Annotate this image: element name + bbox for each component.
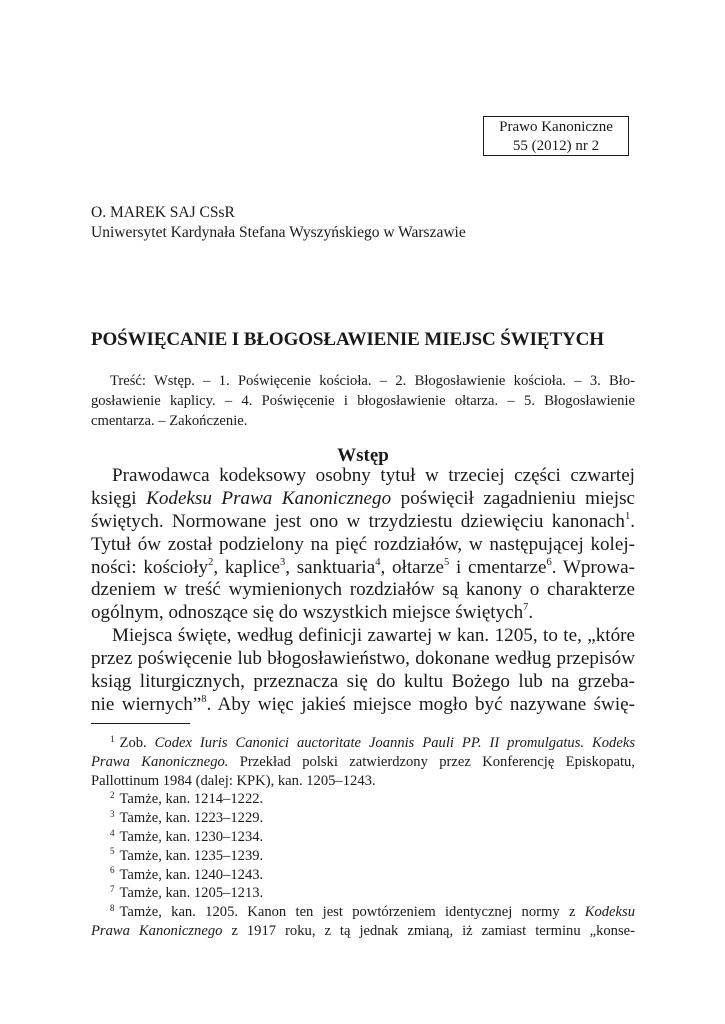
footnote-separator	[91, 723, 190, 724]
journal-info-box	[483, 116, 629, 156]
footnote-line	[91, 922, 635, 941]
toc-line: gosławienie kaplicy. – 4. Poświęcenie i błogosławienie ołtarza. – 5. Błogosławienie	[91, 393, 635, 409]
table-of-contents	[91, 371, 635, 431]
text-run: ogólnym, odnoszące się do wszystkich miejsce świętych	[91, 602, 524, 624]
footnote-ref[interactable]: 4	[375, 556, 381, 568]
footnote-number: 1	[110, 733, 115, 744]
text-run: dzeniem w treść wymienionych rozdziałów są kanony o charakterze	[91, 579, 635, 601]
text-run: ksiąg liturgicznych, przeznacza się do kultu Bożego lub na grzeba-	[91, 671, 635, 693]
paragraph-line	[91, 671, 635, 694]
body-text	[91, 465, 635, 717]
footnote-line	[91, 903, 635, 922]
footnote-line	[91, 847, 635, 866]
text-run: przez poświęcenie lub błogosławieństwo, dokonane według przepisów	[91, 648, 635, 670]
footnote-line	[91, 734, 635, 753]
text-run: , kaplice	[213, 556, 280, 578]
paragraph-line	[91, 602, 635, 625]
italic-title: Prawa Kanonicznego	[91, 922, 223, 939]
footnote-ref[interactable]: 3	[279, 556, 286, 568]
footnote-line	[91, 809, 635, 828]
italic-title: Kodeksu Prawa Kanonicznego	[146, 487, 392, 509]
text-run: Przekład polski zatwierdzony przez Konferencję Episkopatu,	[228, 753, 635, 770]
text-run: , ołtarze	[380, 556, 444, 578]
text-run: . Wprowa-	[551, 556, 635, 578]
footnote-ref[interactable]: 7	[523, 602, 529, 614]
author-affiliation: Uniwersytet Kardynała Stefana Wyszyńskiego w Warszawie	[91, 224, 466, 241]
text-run: .	[630, 510, 635, 532]
footnotes	[91, 734, 635, 941]
journal-issue: 55 (2012) nr 2	[512, 138, 600, 154]
footnote-number: 5	[110, 846, 115, 857]
footnote-number: 3	[110, 808, 115, 819]
text-run: .	[528, 602, 534, 624]
text-run: i cmentarze	[449, 556, 547, 578]
italic-title: Codex Iuris Canonici auctoritate Joannis Pauli PP. II promulgatus. Kodeks	[154, 735, 635, 751]
text-run: świętych. Normowane jest ono w trzydziestu dziewięciu kanonach	[91, 510, 625, 532]
footnote-line	[91, 790, 635, 809]
section-heading: Wstęp	[337, 445, 389, 466]
text-run: Tamże, kan. 1214–1222.	[119, 791, 264, 808]
text-run: Tamże, kan. 1235–1239.	[119, 847, 264, 864]
italic-title: Prawa Kanonicznego.	[91, 753, 229, 770]
author-name: O. MAREK SAJ CSsR	[91, 204, 235, 221]
paragraph-line	[91, 694, 635, 717]
text-run: księgi	[91, 487, 147, 509]
footnote-line	[91, 772, 635, 791]
footnote-number: 4	[110, 827, 115, 838]
text-run: Tamże, kan. 1230–1234.	[119, 828, 264, 845]
footnote-number: 8	[110, 902, 115, 913]
paragraph-line	[91, 534, 635, 557]
text-run: Pallottinum 1984 (dalej: KPK), kan. 1205–1243.	[91, 772, 376, 789]
toc-line: cmentarza. – Zakończenie.	[91, 413, 248, 429]
text-run: Tytuł ów został podzielony na pięć rozdziałów, w następującej kolej-	[91, 533, 635, 555]
journal-name: Prawo Kanoniczne	[499, 119, 613, 135]
text-run: Tamże, kan. 1240–1243.	[119, 866, 264, 883]
footnote-ref[interactable]: 6	[546, 556, 552, 568]
text-run: Zob.	[119, 735, 155, 751]
footnote-line	[91, 753, 635, 772]
footnote-ref[interactable]: 5	[443, 556, 450, 568]
text-run: Miejsca święte, według definicji zawartej w kan. 1205, to te, „które	[112, 625, 635, 647]
text-run: z 1917 roku, z tą jednak zmianą, iż zamiast terminu „konse-	[222, 922, 635, 939]
footnote-ref[interactable]: 2	[208, 556, 214, 568]
italic-title: Kodeksu	[584, 904, 635, 921]
footnote-line	[91, 828, 635, 847]
paragraph-line	[91, 557, 635, 580]
paragraph-line	[91, 579, 635, 602]
footnote-ref[interactable]: 8	[201, 694, 207, 706]
paragraph-line	[91, 648, 635, 671]
toc-line: Treść: Wstęp. – 1. Poświęcenie kościoła. – 2. Błogosławienie kościoła. – 3. Bło-	[110, 373, 635, 389]
footnote-number: 7	[110, 883, 115, 894]
paragraph-line	[91, 465, 635, 488]
text-run: Tamże, kan. 1205. Kanon ten jest powtórzeniem identycznej normy z	[119, 904, 585, 921]
text-run: nie wiernych”	[91, 693, 202, 715]
footnote-line	[91, 866, 635, 885]
article-title: POŚWIĘCANIE I BŁOGOSŁAWIENIE MIEJSC ŚWIĘTYCH	[91, 329, 604, 350]
text-run: ności: kościoły	[91, 556, 209, 578]
paragraph-line	[91, 511, 635, 534]
text-run: , sanktuaria	[285, 556, 376, 578]
paragraph-line	[91, 488, 635, 511]
text-run: Tamże, kan. 1205–1213.	[119, 885, 264, 902]
footnote-ref[interactable]: 1	[624, 510, 631, 522]
text-run: . Aby więc jakieś miejsce mogło być nazywane świę-	[206, 693, 635, 715]
footnote-number: 6	[110, 865, 115, 876]
author-block	[91, 203, 466, 243]
footnote-number: 2	[110, 789, 115, 800]
text-run: Tamże, kan. 1223–1229.	[119, 810, 264, 827]
paragraph-line	[91, 625, 635, 648]
footnote-line	[91, 884, 635, 903]
text-run: poświęcił zagadnieniu miejsc	[391, 487, 635, 509]
text-run: Prawodawca kodeksowy osobny tytuł w trzeciej części czwartej	[112, 465, 635, 486]
